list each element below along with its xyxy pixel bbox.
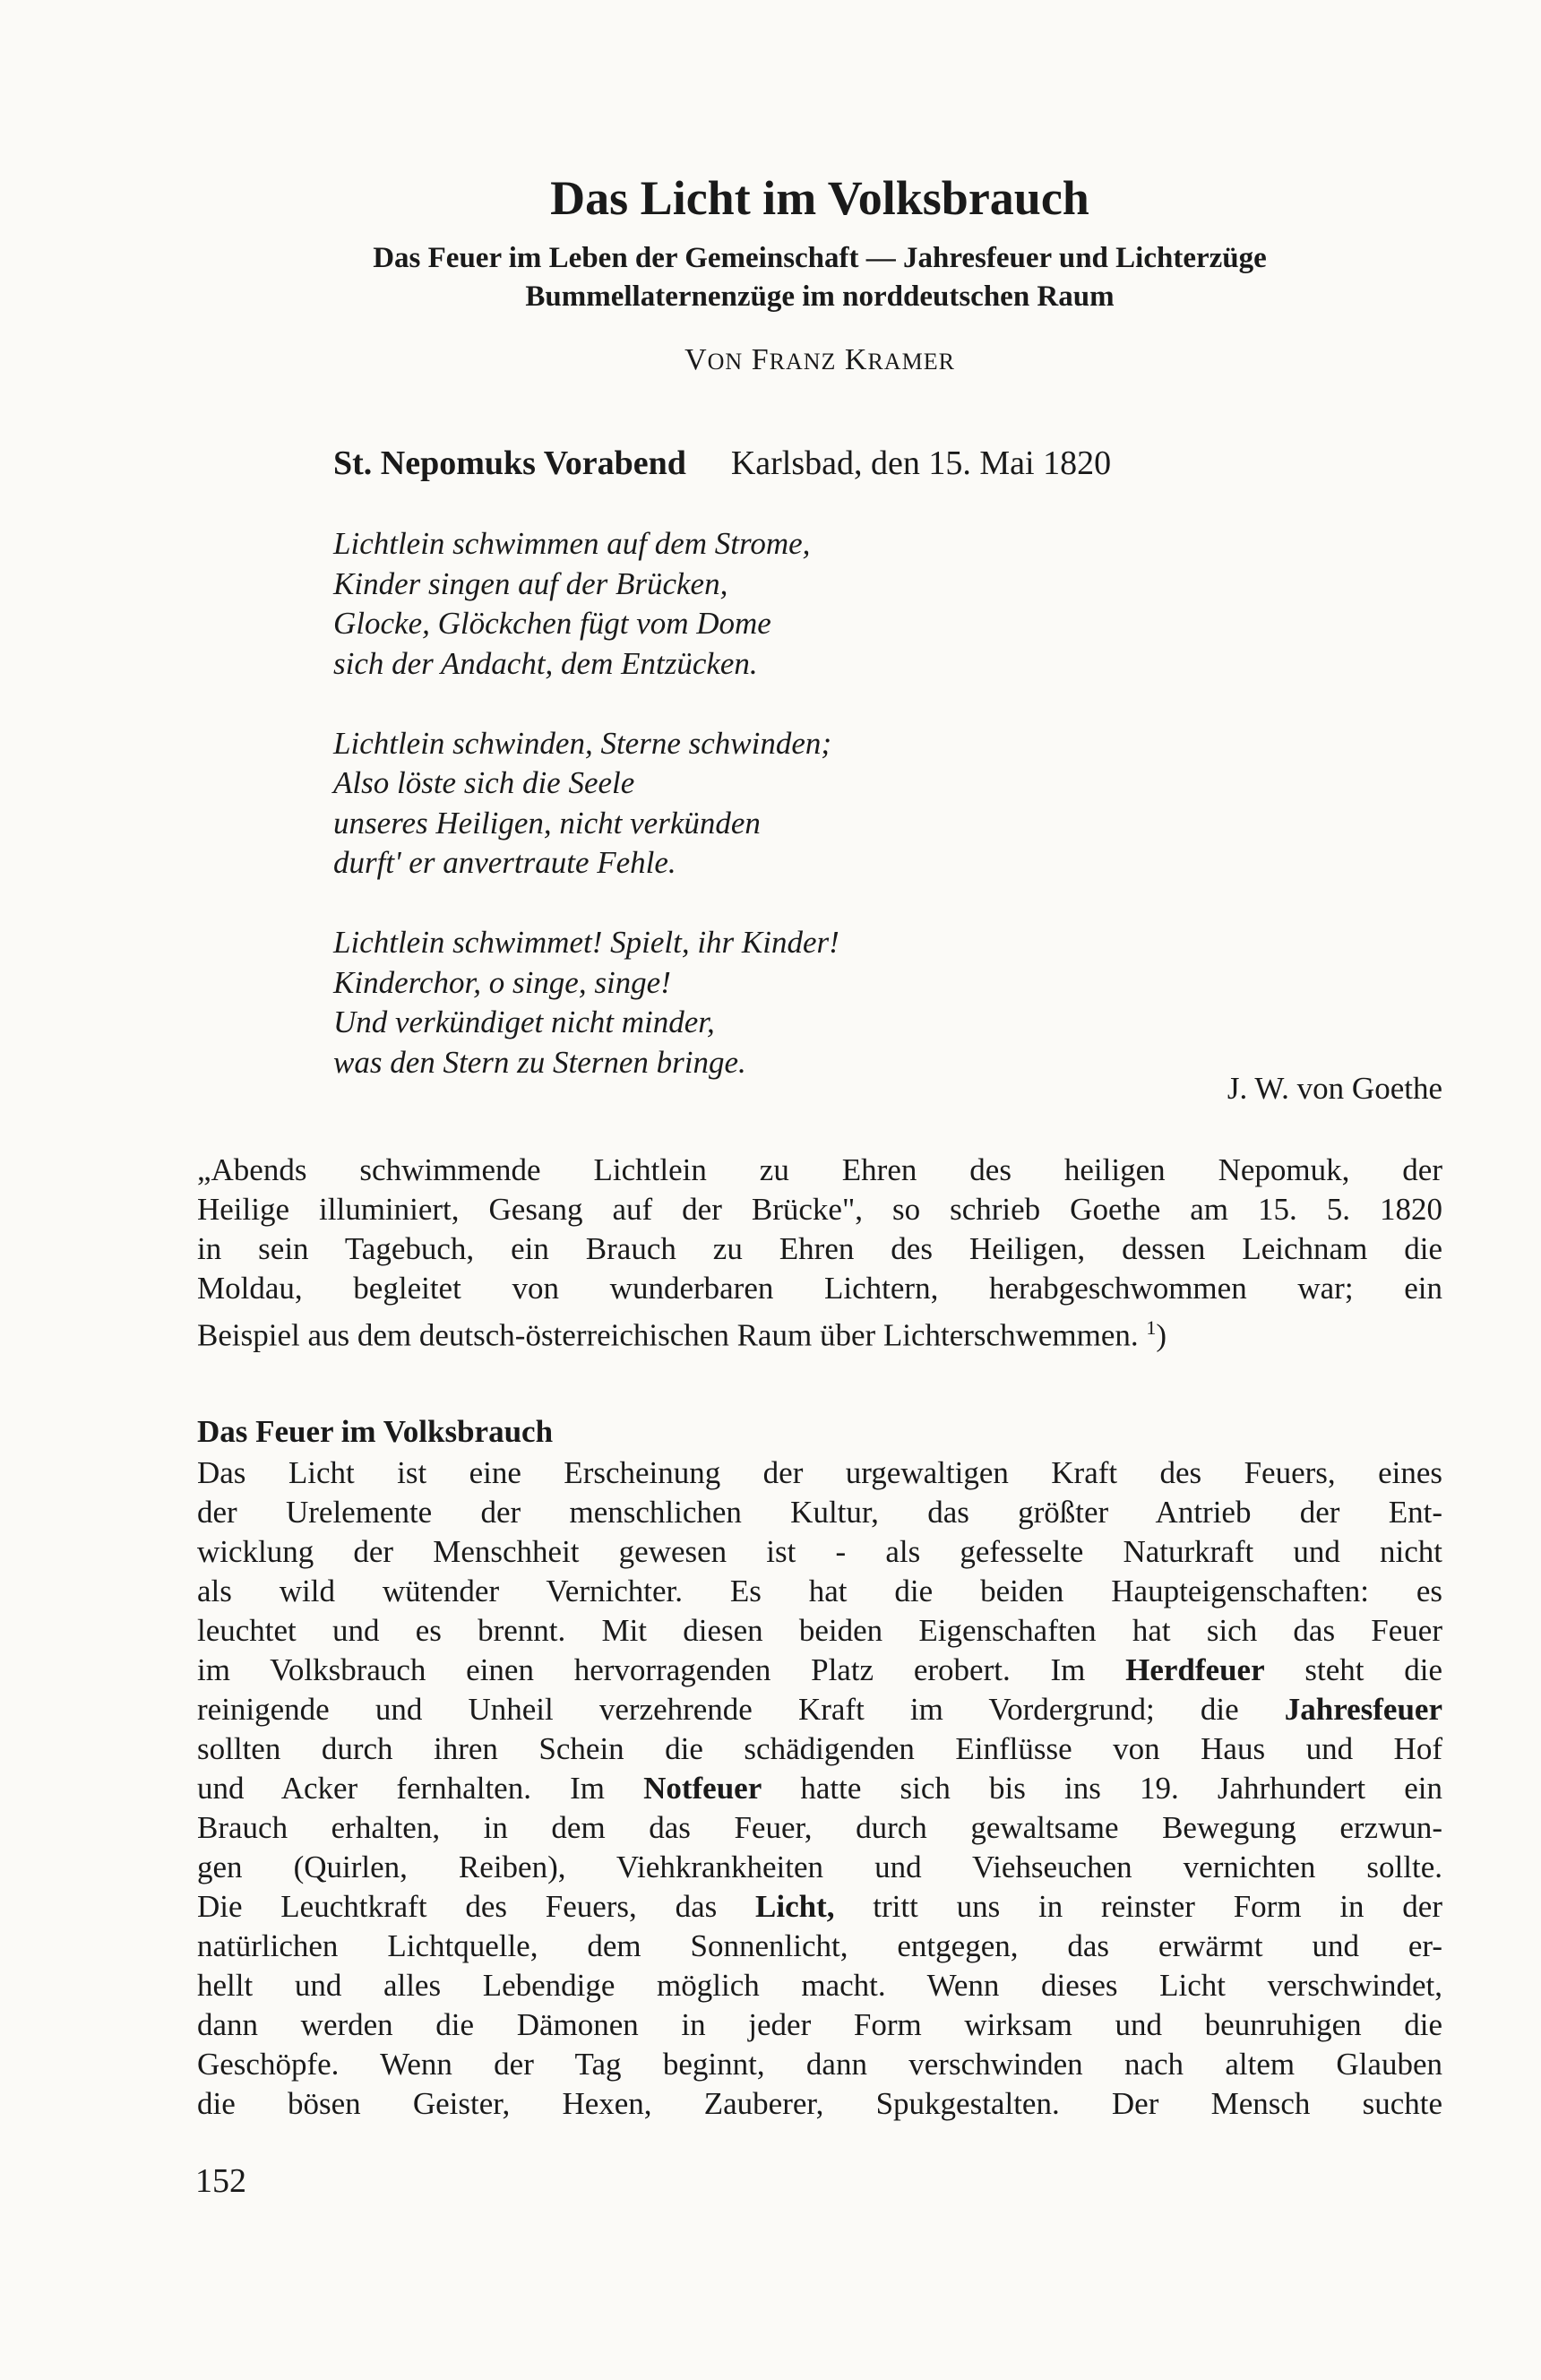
poem-line: Glocke, Glöckchen fügt vom Dome xyxy=(333,606,771,641)
epigraph-heading-row xyxy=(333,444,1111,483)
line-text: im Volksbrauch einen hervorragenden Platz erobert. Im xyxy=(197,1652,1126,1687)
article-title: Das Licht im Volksbrauch xyxy=(550,171,1089,225)
poem-line: durft' er anvertraute Fehle. xyxy=(333,845,676,880)
paragraph-line: dann werden die Dämonen in jeder Form wirksam und beunruhigen die xyxy=(197,2007,1442,2042)
poem-line: sich der Andacht, dem Entzücken. xyxy=(333,645,758,681)
line-text-tail: tritt uns in reinster Form in der xyxy=(834,1889,1442,1924)
paragraph-line: natürlichen Lichtquelle, dem Sonnenlicht, entgegen, das erwärmt und er- xyxy=(197,1928,1442,1963)
paragraph-line: leuchtet und es brennt. Mit diesen beiden Eigenschaften hat sich das Feuer xyxy=(197,1613,1442,1648)
byline-von-rest: ON xyxy=(707,349,744,375)
paragraph-line xyxy=(197,1887,1442,1927)
paragraph-line xyxy=(197,1769,1442,1808)
paragraph-line: als wild wütender Vernichter. Es hat die beiden Haupteigenschaften: es xyxy=(197,1574,1442,1608)
paragraph-line: Geschöpfe. Wenn der Tag beginnt, dann verschwinden nach altem Glauben xyxy=(197,2047,1442,2082)
poem-attribution: J. W. von Goethe xyxy=(1227,1071,1442,1106)
paragraph-line: Brauch erhalten, in dem das Feuer, durch gewaltsame Bewegung erzwun- xyxy=(197,1810,1442,1845)
paragraph-line: „Abends schwimmende Lichtlein zu Ehren des heiligen Nepomuk, der xyxy=(197,1152,1442,1187)
paragraph-line: Moldau, begleitet von wunderbaren Lichtern, herabgeschwommen war; ein xyxy=(197,1271,1442,1306)
paragraph-line xyxy=(197,1308,1442,1356)
poem-line: Lichtlein schwimmet! Spielt, ihr Kinder! xyxy=(333,925,839,960)
intro-paragraph xyxy=(197,1151,1442,1356)
paragraph-line: Das Licht ist eine Erscheinung der urgewaltigen Kraft des Feuers, eines xyxy=(197,1455,1442,1490)
paragraph-line: sollten durch ihren Schein die schädigenden Einflüsse von Haus und Hof xyxy=(197,1731,1442,1766)
term-licht: Licht, xyxy=(755,1889,835,1924)
article-subtitle-line-1: Das Feuer im Leben der Gemeinschaft — Jahresfeuer und Lichterzüge xyxy=(373,242,1267,274)
footnote-paren: ) xyxy=(1156,1317,1167,1353)
epigraph-poem xyxy=(333,524,839,1123)
paragraph-line: gen (Quirlen, Reiben), Viehkrankheiten und Viehseuchen vernichten sollte. xyxy=(197,1850,1442,1884)
paragraph-line: hellt und alles Lebendige möglich macht. Wenn dieses Licht verschwindet, xyxy=(197,1968,1442,2003)
byline-von-initial: V xyxy=(684,343,708,376)
byline-first-rest: RANZ xyxy=(769,349,837,375)
paragraph-line: in sein Tagebuch, ein Brauch zu Ehren des Heiligen, dessen Leichnam die xyxy=(197,1231,1442,1266)
byline-last-initial: K xyxy=(844,343,868,376)
paragraph-line: Heilige illuminiert, Gesang auf der Brücke", so schrieb Goethe am 15. 5. 1820 xyxy=(197,1192,1442,1227)
poem-stanza xyxy=(333,724,839,884)
epigraph-place-date: Karlsbad, den 15. Mai 1820 xyxy=(730,444,1112,482)
paragraph-line xyxy=(197,1651,1442,1690)
paragraph-line: wicklung der Menschheit gewesen ist - als gefesselte Naturkraft und nicht xyxy=(197,1534,1442,1569)
byline-first-initial: F xyxy=(751,343,770,376)
line-text: Die Leuchtkraft des Feuers, das xyxy=(197,1889,756,1924)
term-notfeuer: Notfeuer xyxy=(643,1771,762,1806)
poem-line: Lichtlein schwimmen auf dem Strome, xyxy=(333,526,811,561)
line-text: reinigende und Unheil verzehrende Kraft im Vordergrund; die xyxy=(197,1692,1285,1727)
poem-line: Kinder singen auf der Brücken, xyxy=(333,565,728,601)
line-text: und Acker fernhalten. Im xyxy=(197,1771,644,1806)
section-heading: Das Feuer im Volksbrauch xyxy=(197,1414,554,1449)
poem-stanza xyxy=(333,923,839,1082)
author-byline xyxy=(0,343,1541,377)
poem-stanza xyxy=(333,524,839,684)
page-number: 152 xyxy=(195,2162,246,2200)
footnote-ref[interactable]: 1 xyxy=(1146,1316,1157,1339)
line-text-tail: steht die xyxy=(1264,1652,1442,1687)
byline-last-rest: RAMER xyxy=(867,349,955,375)
poem-line: Kinderchor, o singe, singe! xyxy=(333,964,671,1000)
line-text-tail: hatte sich bis ins 19. Jahrhundert ein xyxy=(762,1771,1442,1806)
paragraph-line-text: Beispiel aus dem deutsch-österreichischen Raum über Lichterschwemmen. xyxy=(197,1317,1139,1353)
poem-line: Also löste sich die Seele xyxy=(333,765,635,800)
section-paragraph xyxy=(197,1453,1442,2124)
poem-line: Und verkündiget nicht minder, xyxy=(333,1005,715,1039)
term-herdfeuer: Herdfeuer xyxy=(1125,1652,1265,1687)
paragraph-line: der Urelemente der menschlichen Kultur, das größter Antrieb der Ent- xyxy=(197,1495,1442,1530)
paragraph-line xyxy=(197,1690,1442,1729)
poem-line: unseres Heiligen, nicht verkünden xyxy=(333,805,761,841)
poem-line: Lichtlein schwinden, Sterne schwinden; xyxy=(333,725,832,761)
term-jahresfeuer: Jahresfeuer xyxy=(1284,1692,1442,1727)
epigraph-heading: St. Nepomuks Vorabend xyxy=(333,444,686,482)
paragraph-line: die bösen Geister, Hexen, Zauberer, Spukgestalten. Der Mensch suchte xyxy=(197,2086,1442,2121)
article-subtitle-line-2: Bummellaternenzüge im norddeutschen Raum xyxy=(525,280,1115,313)
poem-line: was den Stern zu Sternen bringe. xyxy=(333,1044,746,1080)
